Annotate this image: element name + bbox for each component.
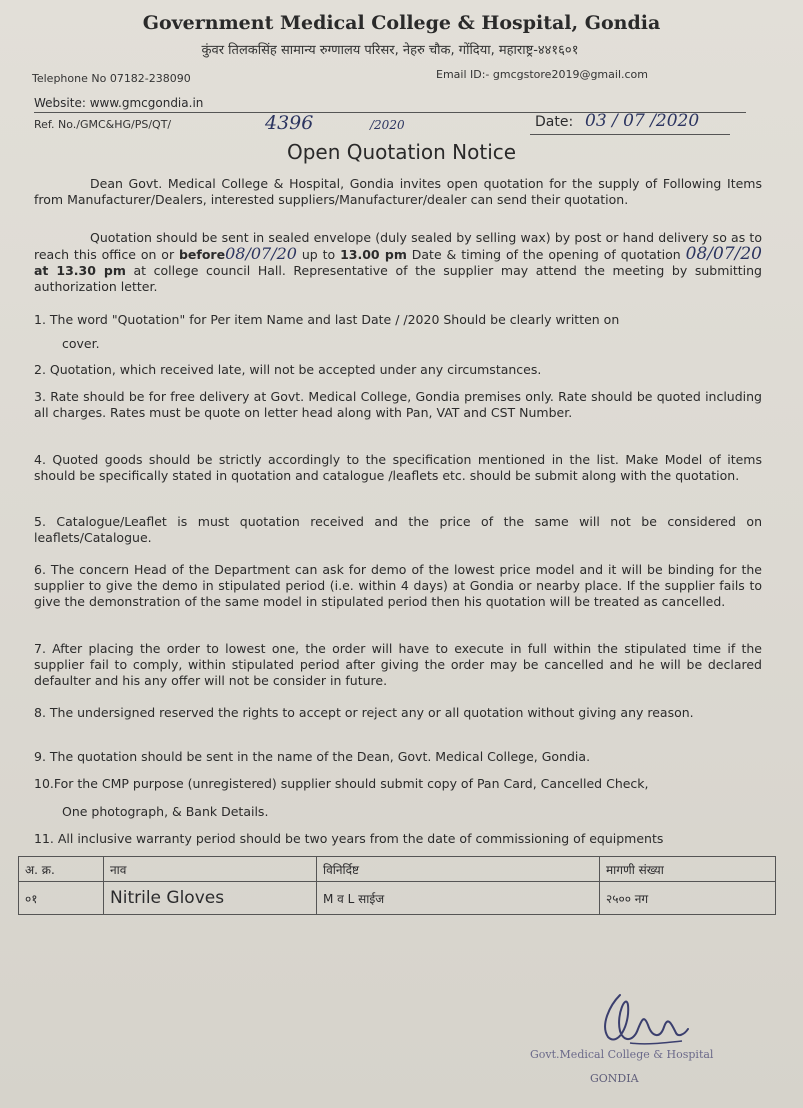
condition-11: 11. All inclusive warranty period should be two years from the date of commissioning of equipments	[34, 831, 664, 846]
institution-title: Government Medical College & Hospital, Gondia	[142, 12, 661, 34]
cell-item-name: Nitrile Gloves	[104, 882, 317, 915]
signature-city-line: GONDIA	[590, 1072, 639, 1085]
para2-text-e: at college council Hall. Representative of the supplier may attend the meeting by submitting authorization letter.	[34, 263, 762, 294]
condition-3: 3. Rate should be for free delivery at Govt. Medical College, Gondia premises only. Rate should be quoted including all charges. Rates must be quote on letter head along with Pan, VAT and CST Number.	[34, 389, 762, 420]
condition-10: 10.For the CMP purpose (unregistered) supplier should submit copy of Pan Card, Cancelled Check,	[34, 776, 649, 791]
table-row	[19, 882, 776, 915]
para2-text-c: Date & timing of the opening of quotation	[406, 247, 686, 262]
notice-intro: Dean Govt. Medical College & Hospital, Gondia invites open quotation for the supply of Following Items from Manufacturer/Dealers, interested suppliers/Manufacturer/dealer can send their quotation.	[34, 176, 762, 207]
condition-4: 4. Quoted goods should be strictly accordingly to the specification mentioned in the list. Make Model of items should be specifically stated in quotation and catalogue /leaflets etc. should be submit along with the quotation.	[34, 452, 762, 483]
header-name: नाव	[104, 857, 317, 882]
date-value: 03 / 07 /2020	[585, 111, 700, 131]
header-quantity: मागणी संख्या	[600, 857, 776, 882]
submission-paragraph	[34, 230, 762, 295]
condition-1: 1. The word "Quotation" for Per item Name and last Date / /2020 Should be clearly written on	[34, 312, 620, 327]
items-table	[18, 856, 776, 915]
before-label: before	[178, 247, 226, 262]
cell-quantity: २५०० नग	[600, 882, 776, 915]
telephone: Telephone No 07182-238090	[32, 72, 191, 85]
notice-title: Open Quotation Notice	[286, 140, 517, 164]
ref-year: /2020	[370, 118, 405, 132]
cell-sr-no: ०१	[19, 882, 104, 915]
cell-specification: M व L साईज	[317, 882, 600, 915]
signature-scribble-icon	[590, 985, 700, 1055]
condition-8: 8. The undersigned reserved the rights to accept or reject any or all quotation without giving any reason.	[34, 705, 694, 720]
due-time: 13.00 pm	[340, 247, 407, 262]
date-underline	[530, 134, 730, 135]
condition-1-cont: cover.	[62, 336, 100, 351]
header-specification: विनिर्दिष्ट	[317, 857, 600, 882]
opening-time: at 13.30 pm	[34, 263, 126, 278]
email: Email ID:- gmcgstore2019@gmail.com	[436, 68, 648, 81]
signature-office-line: Govt.Medical College & Hospital	[530, 1048, 714, 1061]
ref-label: Ref. No./GMC&HG/PS/QT/	[34, 118, 172, 131]
header-sr-no: अ. क्र.	[19, 857, 104, 882]
para2-text-b: up to	[296, 247, 341, 262]
table-header-row	[19, 857, 776, 882]
ref-number: 4396	[265, 112, 314, 134]
para2-text-a: Quotation should be sent in sealed envelope (duly sealed by selling wax) by post or hand delivery so as to reach this office on or	[34, 230, 762, 262]
condition-9: 9. The quotation should be sent in the name of the Dean, Govt. Medical College, Gondia.	[34, 749, 591, 764]
condition-10-cont: One photograph, & Bank Details.	[62, 804, 269, 819]
date-label: Date:	[535, 114, 574, 130]
condition-5: 5. Catalogue/Leaflet is must quotation received and the price of the same will not be considered on leaflets/Catalogue.	[34, 514, 762, 545]
hospital-address: कुंवर तिलकसिंह सामान्य रुग्णालय परिसर, नेहरु चौक, गोंदिया, महाराष्ट्र-४४१६०१	[201, 43, 579, 58]
condition-7: 7. After placing the order to lowest one, the order will have to execute in full within the stipulated time if the supplier fail to comply, within stipulated period after giving the order may be cancelled and he will be declared defaulter and his any offer will not be consider in future.	[34, 641, 762, 688]
website: Website: www.gmcgondia.in	[34, 96, 204, 110]
condition-6: 6. The concern Head of the Department can ask for demo of the lowest price model and it will be binding for the supplier to give the demo in stipulated period (i.e. within 4 days) at Gondia or nearby place. If the supplier fails to give the demonstration of the same model in stipulated period then his quotation will be treated as cancelled.	[34, 562, 762, 609]
condition-2: 2. Quotation, which received late, will not be accepted under any circumstances.	[34, 362, 542, 377]
handwritten-due-date: 08/07/20	[225, 244, 297, 263]
handwritten-opening-date: 08/07/20	[685, 244, 762, 264]
